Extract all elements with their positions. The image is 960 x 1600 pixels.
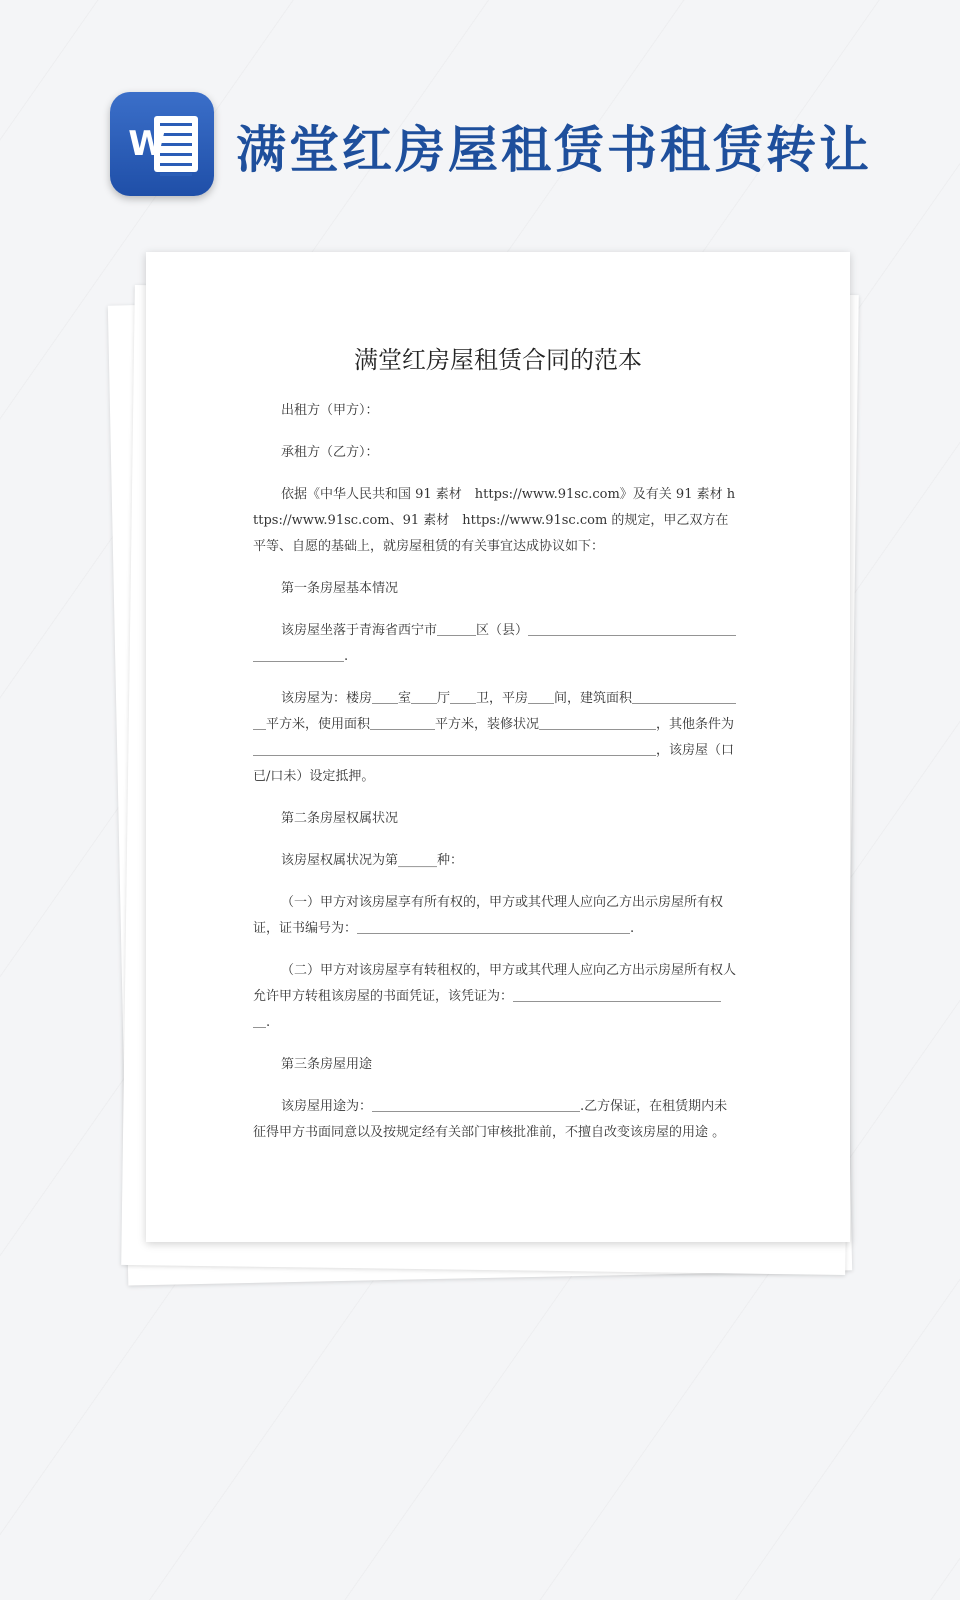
word-w-badge: W — [128, 124, 166, 164]
heading-article-2: 第二条房屋权属状况 — [281, 811, 399, 826]
word-document-icon — [110, 92, 214, 196]
document-title: 满堂红房屋租赁合同的范本 — [354, 346, 642, 374]
header — [110, 88, 870, 198]
heading-article-1: 第一条房屋基本情况 — [281, 581, 399, 596]
paragraph-location: 该房屋坐落于青海省西宁市＿＿＿区（县）＿＿＿＿＿＿＿＿＿＿＿＿＿＿＿＿＿＿＿＿＿＿＿. — [253, 623, 737, 664]
paragraph-ownership-1: （一）甲方对该房屋享有所有权的，甲方或其代理人应向乙方出示房屋所有权证，证书编号为：＿＿＿＿＿＿＿＿＿＿＿＿＿＿＿＿＿＿＿＿＿. — [253, 895, 724, 936]
paragraph-usage: 该房屋用途为：＿＿＿＿＿＿＿＿＿＿＿＿＿＿＿＿.乙方保证，在租赁期内未征得甲方书面同意以及按规定经有关部门审核批准前，不擅自改变该房屋的用途 。 — [253, 1099, 728, 1140]
paragraph-basis: 依据《中华人民共和国 91 素材 https://www.91sc.com》及有关 91 素材 https://www.91sc.com、91 素材 https://www.91sc.com 的规定，甲乙双方在平等、自愿的基础上，就房屋租赁的有关事宜达成协议如下： — [253, 487, 736, 554]
paragraph-lessor: 出租方（甲方）： — [281, 403, 379, 418]
paragraph-house-details: 该房屋为：楼房＿＿室＿＿厅＿＿卫，平房＿＿间，建筑面积＿＿＿＿＿＿＿＿＿平方米，使用面积＿＿＿＿＿平方米，装修状况＿＿＿＿＿＿＿＿＿，其他条件为＿＿＿＿＿＿＿＿＿＿＿＿＿＿＿＿＿＿＿＿＿＿＿＿＿＿＿＿＿＿＿，该房屋（口已/口未）设定抵押。 — [253, 691, 737, 784]
page-title: 满堂红房屋租赁书租赁转让 — [236, 120, 872, 179]
paragraph-ownership-2: （二）甲方对该房屋享有转租权的，甲方或其代理人应向乙方出示房屋所有权人允许甲方转租该房屋的书面凭证，该凭证为：＿＿＿＿＿＿＿＿＿＿＿＿＿＿＿＿＿. — [253, 963, 737, 1030]
paragraph-lessee: 承租方（乙方）： — [281, 445, 379, 460]
document-body — [253, 398, 738, 1162]
heading-article-3: 第三条房屋用途 — [281, 1057, 373, 1072]
document-page — [146, 252, 850, 1242]
paragraph-ownership-type: 该房屋权属状况为第______种： — [281, 853, 464, 868]
